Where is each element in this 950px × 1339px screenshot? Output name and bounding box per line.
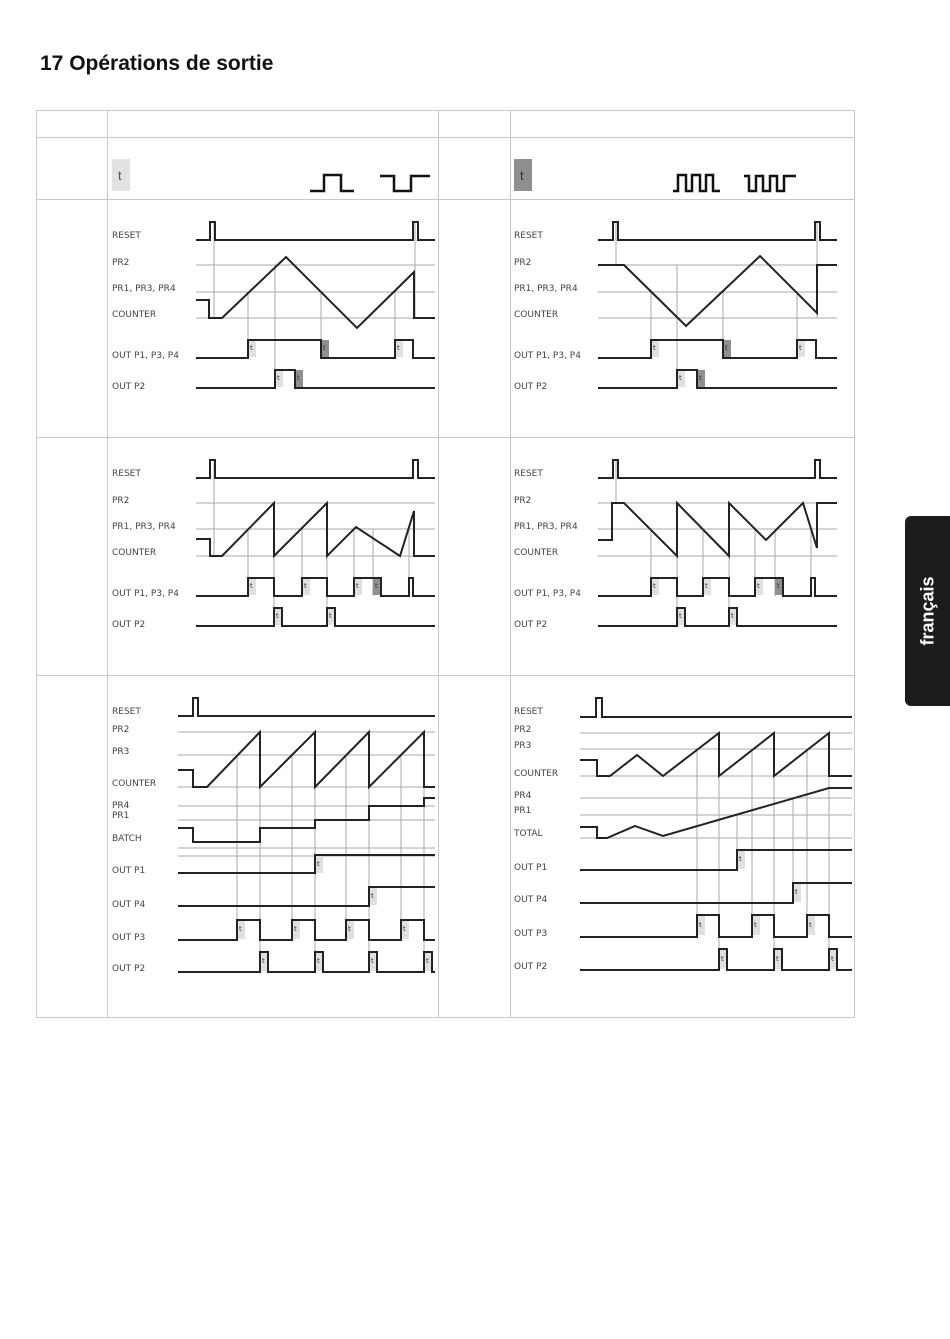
svg-text:t: t — [699, 921, 702, 929]
svg-text:t: t — [776, 955, 779, 963]
svg-text:PR2: PR2 — [514, 725, 532, 735]
negative-pulse-icon — [380, 176, 430, 191]
svg-text:PR2: PR2 — [514, 258, 532, 268]
svg-text:COUNTER: COUNTER — [112, 310, 157, 320]
svg-text:t: t — [323, 344, 326, 352]
svg-text:PR1, PR3, PR4: PR1, PR3, PR4 — [514, 522, 578, 532]
svg-text:PR2: PR2 — [112, 258, 130, 268]
svg-text:t: t — [304, 582, 307, 590]
t-light-label: t — [118, 168, 122, 183]
diagram-down-count-auto-reset — [514, 460, 837, 630]
svg-text:t: t — [739, 855, 742, 863]
svg-text:OUT P2: OUT P2 — [514, 382, 548, 392]
svg-text:t: t — [250, 344, 253, 352]
svg-text:t: t — [653, 344, 656, 352]
svg-text:OUT P3: OUT P3 — [514, 929, 548, 939]
svg-text:t: t — [721, 955, 724, 963]
svg-text:COUNTER: COUNTER — [514, 548, 559, 558]
svg-text:t: t — [239, 925, 242, 933]
svg-text:t: t — [725, 344, 728, 352]
diagram-up-count-pulse — [112, 222, 435, 392]
legend-left — [112, 159, 430, 191]
svg-text:t: t — [731, 612, 734, 620]
svg-text:t: t — [754, 921, 757, 929]
svg-text:PR2: PR2 — [112, 725, 130, 735]
svg-text:PR4: PR4 — [514, 791, 532, 801]
svg-text:RESET: RESET — [514, 707, 543, 717]
svg-text:PR1: PR1 — [112, 811, 130, 821]
svg-text:PR1, PR3, PR4: PR1, PR3, PR4 — [514, 284, 578, 294]
svg-text:t: t — [329, 612, 332, 620]
svg-text:OUT P1, P3, P4: OUT P1, P3, P4 — [514, 351, 581, 361]
svg-text:OUT P4: OUT P4 — [514, 895, 548, 905]
svg-text:RESET: RESET — [112, 469, 141, 479]
svg-text:PR1: PR1 — [514, 806, 532, 816]
svg-text:t: t — [397, 344, 400, 352]
svg-text:COUNTER: COUNTER — [514, 310, 559, 320]
svg-text:OUT P1, P3, P4: OUT P1, P3, P4 — [514, 589, 581, 599]
svg-text:TOTAL: TOTAL — [514, 829, 543, 839]
svg-text:t: t — [317, 957, 320, 965]
svg-text:t: t — [705, 582, 708, 590]
svg-text:t: t — [277, 374, 280, 382]
svg-text:t: t — [653, 582, 656, 590]
svg-text:t: t — [348, 925, 351, 933]
svg-text:t: t — [679, 374, 682, 382]
svg-text:RESET: RESET — [112, 707, 141, 717]
svg-text:OUT P3: OUT P3 — [112, 933, 146, 943]
svg-text:PR3: PR3 — [112, 747, 130, 757]
svg-text:t: t — [276, 612, 279, 620]
svg-text:PR2: PR2 — [514, 496, 532, 506]
svg-text:t: t — [699, 374, 702, 382]
svg-text:t: t — [777, 582, 780, 590]
svg-text:OUT P2: OUT P2 — [112, 620, 146, 630]
svg-text:t: t — [317, 860, 320, 868]
svg-text:PR3: PR3 — [514, 741, 532, 751]
svg-text:t: t — [356, 582, 359, 590]
language-label: français — [917, 576, 937, 646]
legend-right — [514, 159, 796, 191]
svg-text:PR1, PR3, PR4: PR1, PR3, PR4 — [112, 284, 176, 294]
table-grid — [36, 110, 855, 1018]
negative-pulse-train-icon — [744, 176, 796, 191]
svg-text:BATCH: BATCH — [112, 834, 142, 844]
t-dark-label: t — [520, 168, 524, 183]
svg-text:PR4: PR4 — [112, 801, 130, 811]
svg-text:t: t — [371, 892, 374, 900]
svg-text:OUT P2: OUT P2 — [112, 382, 146, 392]
svg-text:t: t — [262, 957, 265, 965]
svg-text:t: t — [679, 612, 682, 620]
svg-text:t: t — [799, 344, 802, 352]
svg-text:t: t — [250, 582, 253, 590]
svg-text:OUT P1: OUT P1 — [514, 863, 548, 873]
diagram-total-counter — [513, 698, 852, 972]
svg-text:COUNTER: COUNTER — [514, 769, 559, 779]
svg-text:t: t — [757, 582, 760, 590]
svg-text:t: t — [426, 957, 429, 965]
diagram-up-count-auto-reset — [112, 460, 435, 630]
svg-text:OUT P1: OUT P1 — [112, 866, 146, 876]
language-side-tab[interactable] — [905, 516, 950, 706]
svg-text:t: t — [371, 957, 374, 965]
svg-text:RESET: RESET — [514, 469, 543, 479]
svg-text:PR2: PR2 — [112, 496, 130, 506]
svg-text:OUT P4: OUT P4 — [112, 900, 146, 910]
svg-text:OUT P2: OUT P2 — [514, 620, 548, 630]
svg-text:RESET: RESET — [112, 231, 141, 241]
svg-text:t: t — [297, 374, 300, 382]
diagram-batch-counter — [112, 698, 435, 974]
svg-text:COUNTER: COUNTER — [112, 779, 157, 789]
svg-text:t: t — [375, 582, 378, 590]
svg-text:t: t — [809, 921, 812, 929]
svg-text:OUT P2: OUT P2 — [112, 964, 146, 974]
svg-text:t: t — [831, 955, 834, 963]
page-title: 17 Opérations de sortie — [40, 52, 274, 75]
svg-text:t: t — [403, 925, 406, 933]
svg-text:COUNTER: COUNTER — [112, 548, 157, 558]
svg-text:t: t — [795, 888, 798, 896]
svg-text:t: t — [294, 925, 297, 933]
svg-text:OUT P2: OUT P2 — [514, 962, 548, 972]
svg-text:RESET: RESET — [514, 231, 543, 241]
svg-text:PR1, PR3, PR4: PR1, PR3, PR4 — [112, 522, 176, 532]
diagram-down-count-pulse — [514, 222, 837, 392]
positive-pulse-train-icon — [673, 175, 720, 191]
svg-text:OUT P1, P3, P4: OUT P1, P3, P4 — [112, 351, 179, 361]
svg-text:OUT P1, P3, P4: OUT P1, P3, P4 — [112, 589, 179, 599]
positive-pulse-icon — [310, 175, 354, 191]
